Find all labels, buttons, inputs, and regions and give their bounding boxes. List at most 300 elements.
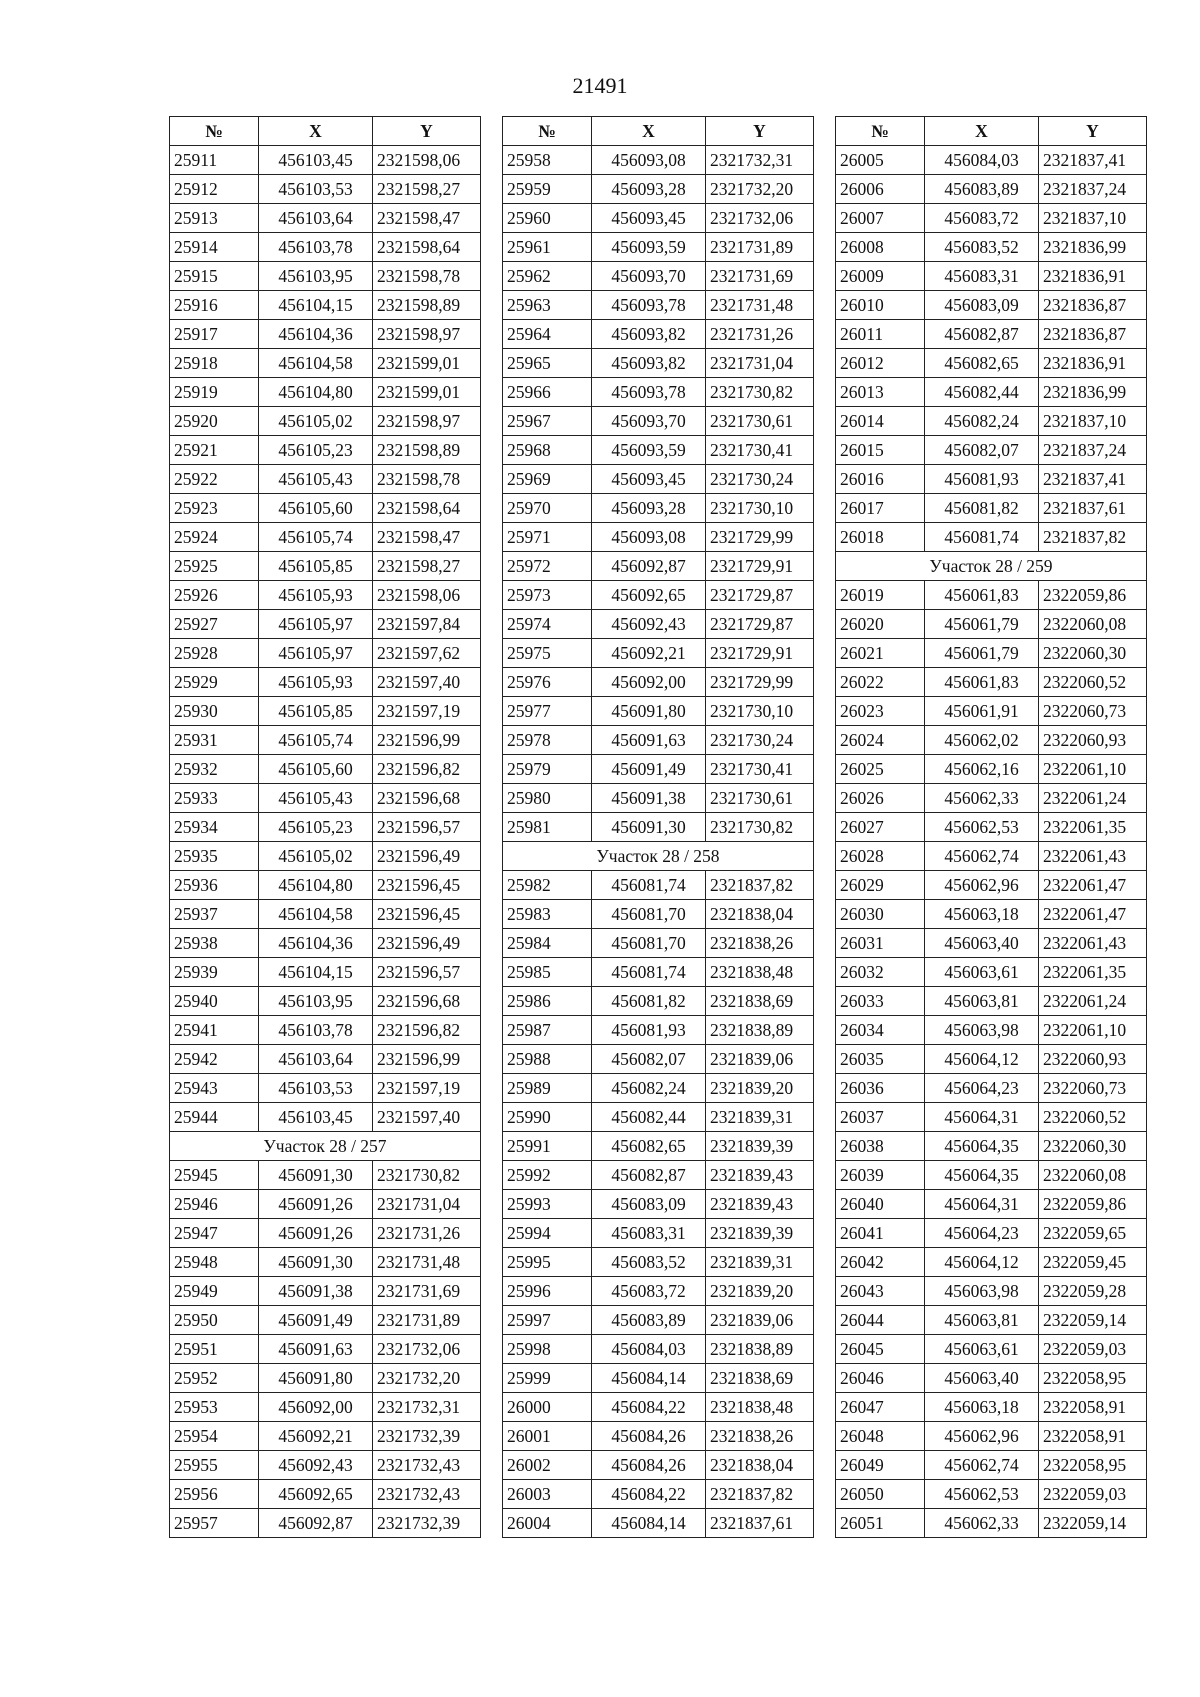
x-coordinate-cell: 456082,24 [925,407,1039,436]
y-coordinate-cell: 2321598,89 [373,291,481,320]
x-coordinate-cell: 456064,12 [925,1248,1039,1277]
point-number-cell: 26049 [836,1451,925,1480]
point-number-cell: 25926 [170,581,259,610]
table-row [836,1509,1147,1538]
point-number-cell: 25998 [503,1335,592,1364]
point-number-cell: 26023 [836,697,925,726]
point-number-cell: 25967 [503,407,592,436]
x-coordinate-cell: 456091,30 [259,1161,373,1190]
x-coordinate-cell: 456103,64 [259,204,373,233]
table-row [503,349,814,378]
y-coordinate-cell: 2321598,06 [373,581,481,610]
point-number-cell: 26009 [836,262,925,291]
y-coordinate-cell: 2322061,10 [1039,755,1147,784]
x-coordinate-cell: 456063,40 [925,1364,1039,1393]
y-coordinate-cell: 2321730,82 [373,1161,481,1190]
point-number-cell: 26051 [836,1509,925,1538]
table-row [170,958,481,987]
x-coordinate-cell: 456092,21 [592,639,706,668]
table-row [503,1393,814,1422]
x-coordinate-cell: 456093,45 [592,465,706,494]
y-coordinate-cell: 2321839,43 [706,1161,814,1190]
table-row [170,407,481,436]
table-row [170,1248,481,1277]
y-coordinate-cell: 2321596,57 [373,958,481,987]
x-coordinate-cell: 456064,12 [925,1045,1039,1074]
x-coordinate-cell: 456061,91 [925,697,1039,726]
table-row [170,1074,481,1103]
y-coordinate-cell: 2321730,82 [706,378,814,407]
x-coordinate-cell: 456064,35 [925,1132,1039,1161]
y-coordinate-cell: 2322061,47 [1039,871,1147,900]
y-coordinate-cell: 2322061,24 [1039,987,1147,1016]
x-coordinate-cell: 456081,82 [592,987,706,1016]
y-coordinate-cell: 2321598,89 [373,436,481,465]
point-number-cell: 25953 [170,1393,259,1422]
point-number-cell: 25940 [170,987,259,1016]
table-row [836,581,1147,610]
table-row [836,436,1147,465]
point-number-cell: 25925 [170,552,259,581]
x-coordinate-cell: 456084,22 [592,1393,706,1422]
point-number-cell: 26013 [836,378,925,407]
y-coordinate-cell: 2321596,68 [373,784,481,813]
y-coordinate-cell: 2321596,99 [373,1045,481,1074]
y-coordinate-cell: 2322060,52 [1039,1103,1147,1132]
column-header-y: Y [1039,117,1147,146]
table-row [503,175,814,204]
x-coordinate-cell: 456083,31 [925,262,1039,291]
point-number-cell: 25938 [170,929,259,958]
point-number-cell: 25911 [170,146,259,175]
table-row [170,929,481,958]
point-number-cell: 26014 [836,407,925,436]
table-row [503,1451,814,1480]
table-row [836,1335,1147,1364]
y-coordinate-cell: 2322060,30 [1039,1132,1147,1161]
x-coordinate-cell: 456103,53 [259,1074,373,1103]
x-coordinate-cell: 456082,44 [925,378,1039,407]
table-row [170,871,481,900]
point-number-cell: 26025 [836,755,925,784]
x-coordinate-cell: 456063,40 [925,929,1039,958]
table-row [836,1103,1147,1132]
table-row [836,320,1147,349]
point-number-cell: 25956 [170,1480,259,1509]
point-number-cell: 25990 [503,1103,592,1132]
x-coordinate-cell: 456105,85 [259,697,373,726]
point-number-cell: 25986 [503,987,592,1016]
x-coordinate-cell: 456093,45 [592,204,706,233]
point-number-cell: 26048 [836,1422,925,1451]
x-coordinate-cell: 456091,30 [592,813,706,842]
point-number-cell: 26038 [836,1132,925,1161]
point-number-cell: 26001 [503,1422,592,1451]
y-coordinate-cell: 2321837,82 [706,1480,814,1509]
table-row [503,465,814,494]
table-row [170,1364,481,1393]
table-row [170,1190,481,1219]
point-number-cell: 25923 [170,494,259,523]
y-coordinate-cell: 2322058,95 [1039,1451,1147,1480]
point-number-cell: 26045 [836,1335,925,1364]
table-row [836,755,1147,784]
table-row [503,1103,814,1132]
x-coordinate-cell: 456093,28 [592,175,706,204]
point-number-cell: 25913 [170,204,259,233]
point-number-cell: 25914 [170,233,259,262]
y-coordinate-cell: 2321730,41 [706,436,814,465]
x-coordinate-cell: 456063,61 [925,958,1039,987]
table-row [170,1306,481,1335]
x-coordinate-cell: 456092,87 [259,1509,373,1538]
y-coordinate-cell: 2321598,27 [373,175,481,204]
y-coordinate-cell: 2322058,95 [1039,1364,1147,1393]
table-row [170,1480,481,1509]
section-row [836,552,1147,581]
point-number-cell: 25982 [503,871,592,900]
table-row [836,1306,1147,1335]
point-number-cell: 26043 [836,1277,925,1306]
y-coordinate-cell: 2321596,45 [373,871,481,900]
point-number-cell: 25930 [170,697,259,726]
y-coordinate-cell: 2321839,43 [706,1190,814,1219]
point-number-cell: 25958 [503,146,592,175]
y-coordinate-cell: 2321598,47 [373,204,481,233]
table-row [170,784,481,813]
x-coordinate-cell: 456105,02 [259,407,373,436]
y-coordinate-cell: 2322061,47 [1039,900,1147,929]
table-row [503,407,814,436]
x-coordinate-cell: 456091,49 [259,1306,373,1335]
y-coordinate-cell: 2321838,04 [706,900,814,929]
point-number-cell: 25961 [503,233,592,262]
point-number-cell: 26036 [836,1074,925,1103]
x-coordinate-cell: 456092,43 [592,610,706,639]
point-number-cell: 25943 [170,1074,259,1103]
y-coordinate-cell: 2321731,69 [373,1277,481,1306]
table-row [836,639,1147,668]
x-coordinate-cell: 456093,08 [592,146,706,175]
table-row [170,1219,481,1248]
point-number-cell: 25997 [503,1306,592,1335]
x-coordinate-cell: 456103,53 [259,175,373,204]
point-number-cell: 26042 [836,1248,925,1277]
point-number-cell: 25960 [503,204,592,233]
table-row [170,842,481,871]
y-coordinate-cell: 2321839,31 [706,1103,814,1132]
point-number-cell: 25948 [170,1248,259,1277]
y-coordinate-cell: 2321731,69 [706,262,814,291]
x-coordinate-cell: 456105,97 [259,639,373,668]
point-number-cell: 25981 [503,813,592,842]
point-number-cell: 26032 [836,958,925,987]
table-row [836,523,1147,552]
table-row [503,1306,814,1335]
x-coordinate-cell: 456082,07 [925,436,1039,465]
x-coordinate-cell: 456093,59 [592,233,706,262]
table-row [503,1480,814,1509]
table-row [836,900,1147,929]
x-coordinate-cell: 456062,74 [925,1451,1039,1480]
x-coordinate-cell: 456062,53 [925,813,1039,842]
point-number-cell: 26011 [836,320,925,349]
table-row [503,610,814,639]
table-row [170,262,481,291]
point-number-cell: 26039 [836,1161,925,1190]
x-coordinate-cell: 456082,87 [592,1161,706,1190]
point-number-cell: 25974 [503,610,592,639]
x-coordinate-cell: 456091,26 [259,1219,373,1248]
point-number-cell: 26029 [836,871,925,900]
table-row [503,523,814,552]
table-row [503,1161,814,1190]
point-number-cell: 25987 [503,1016,592,1045]
table-row [170,523,481,552]
y-coordinate-cell: 2321732,20 [373,1364,481,1393]
coordinates-table-3 [835,116,1147,1538]
x-coordinate-cell: 456093,28 [592,494,706,523]
table-row [503,1509,814,1538]
x-coordinate-cell: 456061,79 [925,639,1039,668]
table-row [836,349,1147,378]
point-number-cell: 26034 [836,1016,925,1045]
point-number-cell: 25975 [503,639,592,668]
y-coordinate-cell: 2321838,48 [706,1393,814,1422]
x-coordinate-cell: 456104,58 [259,900,373,929]
point-number-cell: 26002 [503,1451,592,1480]
point-number-cell: 25927 [170,610,259,639]
x-coordinate-cell: 456103,95 [259,987,373,1016]
y-coordinate-cell: 2321836,87 [1039,320,1147,349]
table-row [503,436,814,465]
point-number-cell: 25941 [170,1016,259,1045]
section-row [170,1132,481,1161]
x-coordinate-cell: 456062,96 [925,871,1039,900]
point-number-cell: 25954 [170,1422,259,1451]
y-coordinate-cell: 2321837,41 [1039,465,1147,494]
table-row [836,987,1147,1016]
x-coordinate-cell: 456092,21 [259,1422,373,1451]
table-row [836,1190,1147,1219]
table-row [836,871,1147,900]
point-number-cell: 25955 [170,1451,259,1480]
table-row [503,697,814,726]
table-row [836,262,1147,291]
y-coordinate-cell: 2322059,28 [1039,1277,1147,1306]
x-coordinate-cell: 456103,45 [259,146,373,175]
table-row [170,1016,481,1045]
point-number-cell: 25962 [503,262,592,291]
x-coordinate-cell: 456105,85 [259,552,373,581]
x-coordinate-cell: 456092,87 [592,552,706,581]
y-coordinate-cell: 2321837,24 [1039,175,1147,204]
table-row [503,581,814,610]
table-row [503,1277,814,1306]
y-coordinate-cell: 2321838,89 [706,1335,814,1364]
table-row [503,494,814,523]
y-coordinate-cell: 2321731,26 [373,1219,481,1248]
point-number-cell: 26004 [503,1509,592,1538]
y-coordinate-cell: 2321732,43 [373,1451,481,1480]
point-number-cell: 26018 [836,523,925,552]
table-row [503,726,814,755]
point-number-cell: 26035 [836,1045,925,1074]
y-coordinate-cell: 2322060,73 [1039,697,1147,726]
column-header-x: X [925,117,1039,146]
point-number-cell: 26012 [836,349,925,378]
x-coordinate-cell: 456063,61 [925,1335,1039,1364]
x-coordinate-cell: 456103,45 [259,1103,373,1132]
point-number-cell: 25994 [503,1219,592,1248]
table-row [836,1219,1147,1248]
y-coordinate-cell: 2321730,10 [706,494,814,523]
table-row [170,204,481,233]
table-row [836,1480,1147,1509]
table-row [836,1132,1147,1161]
y-coordinate-cell: 2321731,04 [373,1190,481,1219]
x-coordinate-cell: 456093,70 [592,262,706,291]
point-number-cell: 26003 [503,1480,592,1509]
point-number-cell: 26027 [836,813,925,842]
y-coordinate-cell: 2321598,97 [373,407,481,436]
y-coordinate-cell: 2321598,06 [373,146,481,175]
y-coordinate-cell: 2321731,89 [373,1306,481,1335]
table-row [503,1248,814,1277]
table-row [836,842,1147,871]
table-row [170,668,481,697]
y-coordinate-cell: 2321730,24 [706,726,814,755]
y-coordinate-cell: 2321597,40 [373,668,481,697]
point-number-cell: 26017 [836,494,925,523]
table-row [503,1045,814,1074]
y-coordinate-cell: 2321731,26 [706,320,814,349]
point-number-cell: 25985 [503,958,592,987]
y-coordinate-cell: 2321730,61 [706,784,814,813]
table-row [170,291,481,320]
x-coordinate-cell: 456084,14 [592,1509,706,1538]
y-coordinate-cell: 2321838,69 [706,987,814,1016]
x-coordinate-cell: 456081,74 [925,523,1039,552]
y-coordinate-cell: 2321729,87 [706,581,814,610]
y-coordinate-cell: 2321730,82 [706,813,814,842]
y-coordinate-cell: 2321729,87 [706,610,814,639]
point-number-cell: 25992 [503,1161,592,1190]
point-number-cell: 26019 [836,581,925,610]
y-coordinate-cell: 2321596,49 [373,929,481,958]
table-row [836,697,1147,726]
point-number-cell: 25929 [170,668,259,697]
x-coordinate-cell: 456063,81 [925,987,1039,1016]
table-row [836,784,1147,813]
point-number-cell: 25991 [503,1132,592,1161]
x-coordinate-cell: 456061,83 [925,581,1039,610]
table-row [503,929,814,958]
table-row [836,958,1147,987]
x-coordinate-cell: 456083,31 [592,1219,706,1248]
point-number-cell: 25917 [170,320,259,349]
column-header-number: № [170,117,259,146]
point-number-cell: 25959 [503,175,592,204]
y-coordinate-cell: 2321732,43 [373,1480,481,1509]
x-coordinate-cell: 456105,74 [259,726,373,755]
x-coordinate-cell: 456084,22 [592,1480,706,1509]
x-coordinate-cell: 456082,24 [592,1074,706,1103]
y-coordinate-cell: 2321596,82 [373,1016,481,1045]
table-row [503,262,814,291]
x-coordinate-cell: 456104,36 [259,320,373,349]
point-number-cell: 25970 [503,494,592,523]
table-row [836,1161,1147,1190]
point-number-cell: 26050 [836,1480,925,1509]
table-row [503,900,814,929]
y-coordinate-cell: 2321597,40 [373,1103,481,1132]
x-coordinate-cell: 456105,23 [259,436,373,465]
table-row [503,668,814,697]
y-coordinate-cell: 2321596,68 [373,987,481,1016]
table-row [503,378,814,407]
x-coordinate-cell: 456064,35 [925,1161,1039,1190]
table-row [836,378,1147,407]
y-coordinate-cell: 2321838,26 [706,1422,814,1451]
y-coordinate-cell: 2321839,20 [706,1277,814,1306]
x-coordinate-cell: 456091,38 [259,1277,373,1306]
y-coordinate-cell: 2321596,82 [373,755,481,784]
x-coordinate-cell: 456083,72 [925,204,1039,233]
x-coordinate-cell: 456104,58 [259,349,373,378]
point-number-cell: 25931 [170,726,259,755]
point-number-cell: 25935 [170,842,259,871]
section-title: Участок 28 / 257 [170,1132,481,1161]
x-coordinate-cell: 456063,98 [925,1016,1039,1045]
x-coordinate-cell: 456064,23 [925,1219,1039,1248]
y-coordinate-cell: 2321597,84 [373,610,481,639]
y-coordinate-cell: 2321731,48 [373,1248,481,1277]
table-row [503,1190,814,1219]
table-row [170,1045,481,1074]
y-coordinate-cell: 2322059,03 [1039,1480,1147,1509]
table-row [170,1103,481,1132]
x-coordinate-cell: 456083,72 [592,1277,706,1306]
point-number-cell: 25933 [170,784,259,813]
x-coordinate-cell: 456083,89 [925,175,1039,204]
x-coordinate-cell: 456081,70 [592,929,706,958]
point-number-cell: 25978 [503,726,592,755]
point-number-cell: 25999 [503,1364,592,1393]
point-number-cell: 26041 [836,1219,925,1248]
y-coordinate-cell: 2321730,10 [706,697,814,726]
table-row [170,175,481,204]
y-coordinate-cell: 2322060,93 [1039,726,1147,755]
y-coordinate-cell: 2321596,45 [373,900,481,929]
table-row [170,1451,481,1480]
y-coordinate-cell: 2321730,24 [706,465,814,494]
point-number-cell: 25949 [170,1277,259,1306]
y-coordinate-cell: 2321731,89 [706,233,814,262]
point-number-cell: 26047 [836,1393,925,1422]
point-number-cell: 26021 [836,639,925,668]
point-number-cell: 25937 [170,900,259,929]
x-coordinate-cell: 456092,00 [259,1393,373,1422]
y-coordinate-cell: 2321596,49 [373,842,481,871]
x-coordinate-cell: 456093,82 [592,320,706,349]
x-coordinate-cell: 456091,63 [259,1335,373,1364]
y-coordinate-cell: 2321596,99 [373,726,481,755]
point-number-cell: 26006 [836,175,925,204]
point-number-cell: 25957 [170,1509,259,1538]
y-coordinate-cell: 2321839,31 [706,1248,814,1277]
y-coordinate-cell: 2321837,61 [1039,494,1147,523]
